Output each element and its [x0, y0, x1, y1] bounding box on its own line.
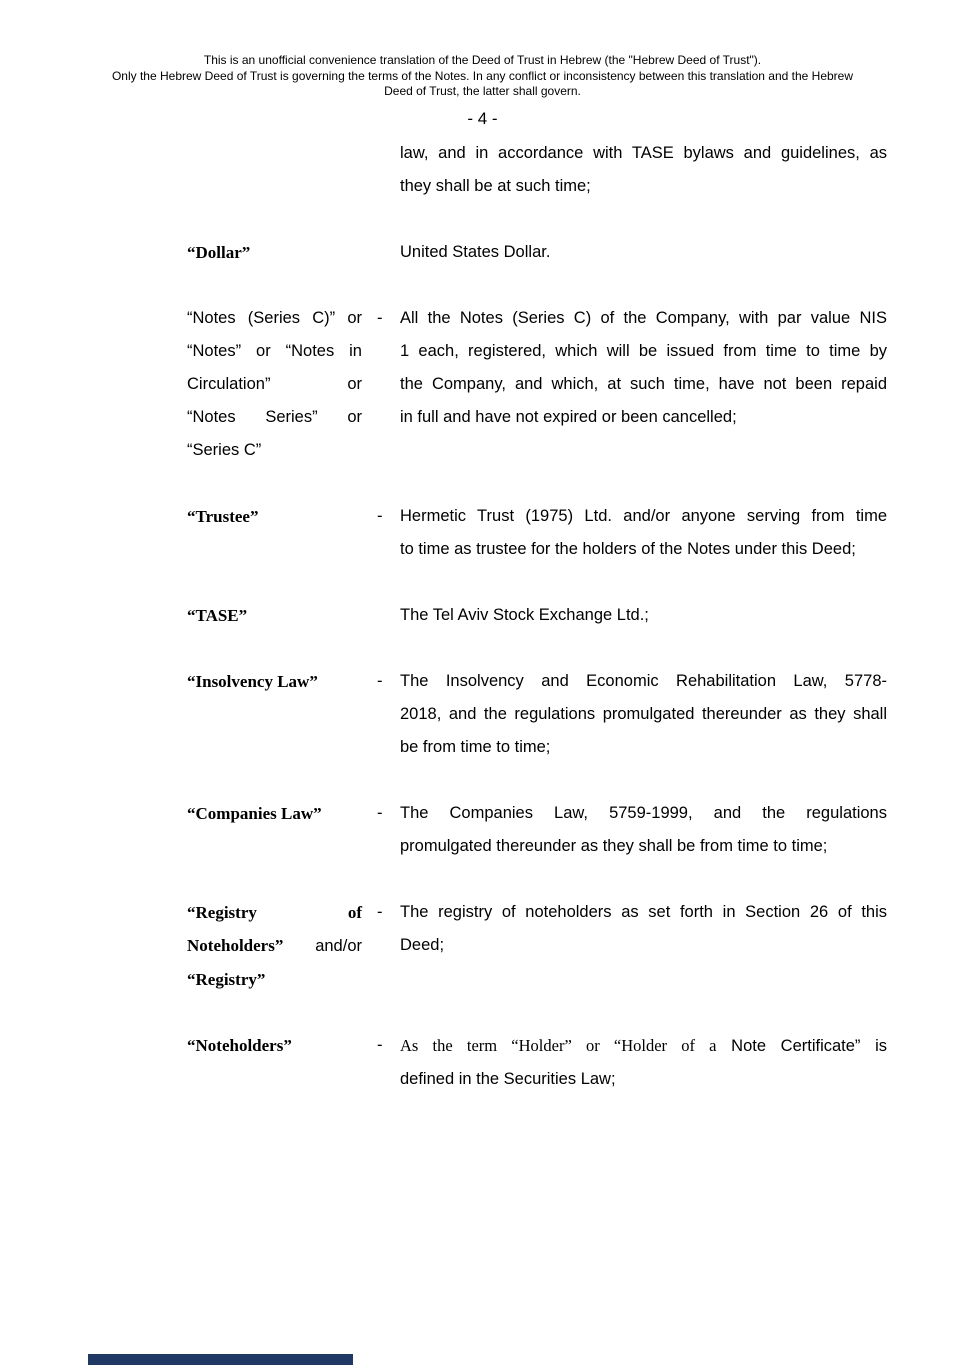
definition-cell — [400, 302, 887, 467]
term-cell — [187, 896, 362, 996]
dash-cell: - — [377, 672, 383, 690]
definition-line: The Insolvency and Economic Rehabilitation Law, 5778- — [400, 672, 887, 690]
definition-line: All the Notes (Series C) of the Company, with par value NIS — [400, 309, 887, 327]
term-cell — [187, 797, 362, 863]
definition-line: promulgated thereunder as they shall be from time to time; — [400, 837, 828, 855]
definition-line: they shall be at such time; — [400, 177, 591, 195]
definition-line: the Company, and which, at such time, have not been repaid — [400, 375, 887, 393]
definition-cell — [400, 599, 887, 632]
disclaimer-line-1: This is an unofficial convenience translation of the Deed of Trust in Hebrew (the "Hebrew Deed of Trust"). — [203, 53, 762, 67]
definition-line: United States Dollar. — [400, 243, 551, 261]
definition-cell — [400, 500, 887, 566]
definition-line: Hermetic Trust (1975) Ltd. and/or anyone serving from time — [400, 507, 887, 525]
definition-line: law, and in accordance with TASE bylaws and guidelines, as — [400, 144, 887, 162]
page-number: - 4 - — [467, 109, 498, 128]
definition-line: The registry of noteholders as set forth in Section 26 of this — [400, 903, 887, 921]
definition-line: in full and have not expired or been cancelled; — [400, 408, 737, 426]
definition-line: 1 each, registered, which will be issued from time to time by — [400, 342, 887, 360]
definitions-list — [187, 137, 887, 1129]
term-label: “Notes” or “Notes in — [187, 342, 362, 360]
definition-row-dollar — [187, 236, 887, 269]
definition-cell — [400, 797, 887, 863]
definition-row-registry — [187, 896, 887, 996]
definition-row-companies-law — [187, 797, 887, 863]
definition-cell — [400, 896, 887, 996]
definition-cell — [400, 665, 887, 764]
disclaimer-line-2: Only the Hebrew Deed of Trust is governing the terms of the Notes. In any conflict or inconsistency between this translation and the Hebrew — [111, 68, 854, 83]
footer-bar — [88, 1354, 353, 1365]
definition-serif-part: As the term “Holder” or “Holder of a — [400, 1036, 717, 1055]
definition-line — [400, 1029, 887, 1063]
term-label — [187, 929, 362, 963]
dash-cell: - — [377, 804, 383, 822]
dash-cell: - — [377, 903, 383, 921]
term-label: Circulation” or — [187, 375, 362, 393]
definition-row-continuation — [187, 137, 887, 203]
dash-cell — [362, 599, 400, 632]
dash-cell: - — [377, 507, 383, 525]
term-cell — [187, 599, 362, 632]
term-label: “Insolvency Law” — [187, 672, 318, 691]
definition-cell — [400, 236, 887, 269]
disclaimer — [90, 53, 875, 100]
definition-line: to time as trustee for the holders of the Notes under this Deed; — [400, 540, 856, 558]
definition-cell — [400, 137, 887, 203]
definition-line: 2018, and the regulations promulgated thereunder as they shall — [400, 705, 887, 723]
definition-row-trustee — [187, 500, 887, 566]
term-cell — [187, 1029, 362, 1096]
term-cell — [187, 302, 362, 467]
term-label-regular: and/or — [283, 937, 362, 955]
dash-cell — [362, 137, 400, 203]
term-label: “Notes (Series C)” or — [187, 309, 362, 327]
term-label: “Noteholders” — [187, 1036, 292, 1055]
term-cell — [187, 137, 362, 203]
term-label: “Registry of — [187, 903, 362, 922]
term-label: “Companies Law” — [187, 804, 322, 823]
definition-line: The Companies Law, 5759-1999, and the regulations — [400, 804, 887, 822]
term-cell — [187, 665, 362, 764]
definition-row-tase — [187, 599, 887, 632]
term-label: “Notes Series” or — [187, 408, 362, 426]
definition-line: be from time to time; — [400, 738, 551, 756]
term-label: “Series C” — [187, 441, 262, 459]
term-label: “Registry” — [187, 970, 266, 989]
definition-line: defined in the Securities Law; — [400, 1070, 616, 1088]
term-label: “Trustee” — [187, 507, 259, 526]
term-label-bold: Noteholders” — [187, 936, 284, 955]
term-cell — [187, 500, 362, 566]
definition-sans-part: Note Certificate” is — [716, 1037, 887, 1055]
dash-cell: - — [377, 1036, 383, 1054]
term-label: “TASE” — [187, 606, 248, 625]
definition-line: The Tel Aviv Stock Exchange Ltd.; — [400, 606, 649, 624]
definition-row-insolvency-law — [187, 665, 887, 764]
disclaimer-line-3: Deed of Trust, the latter shall govern. — [384, 84, 581, 98]
term-label: “Dollar” — [187, 243, 251, 262]
dash-cell: - — [377, 309, 383, 327]
term-cell — [187, 236, 362, 269]
definition-cell — [400, 1029, 887, 1096]
definition-line: Deed; — [400, 936, 445, 954]
definition-row-noteholders — [187, 1029, 887, 1096]
definition-row-notes-series-c — [187, 302, 887, 467]
dash-cell — [362, 236, 400, 269]
